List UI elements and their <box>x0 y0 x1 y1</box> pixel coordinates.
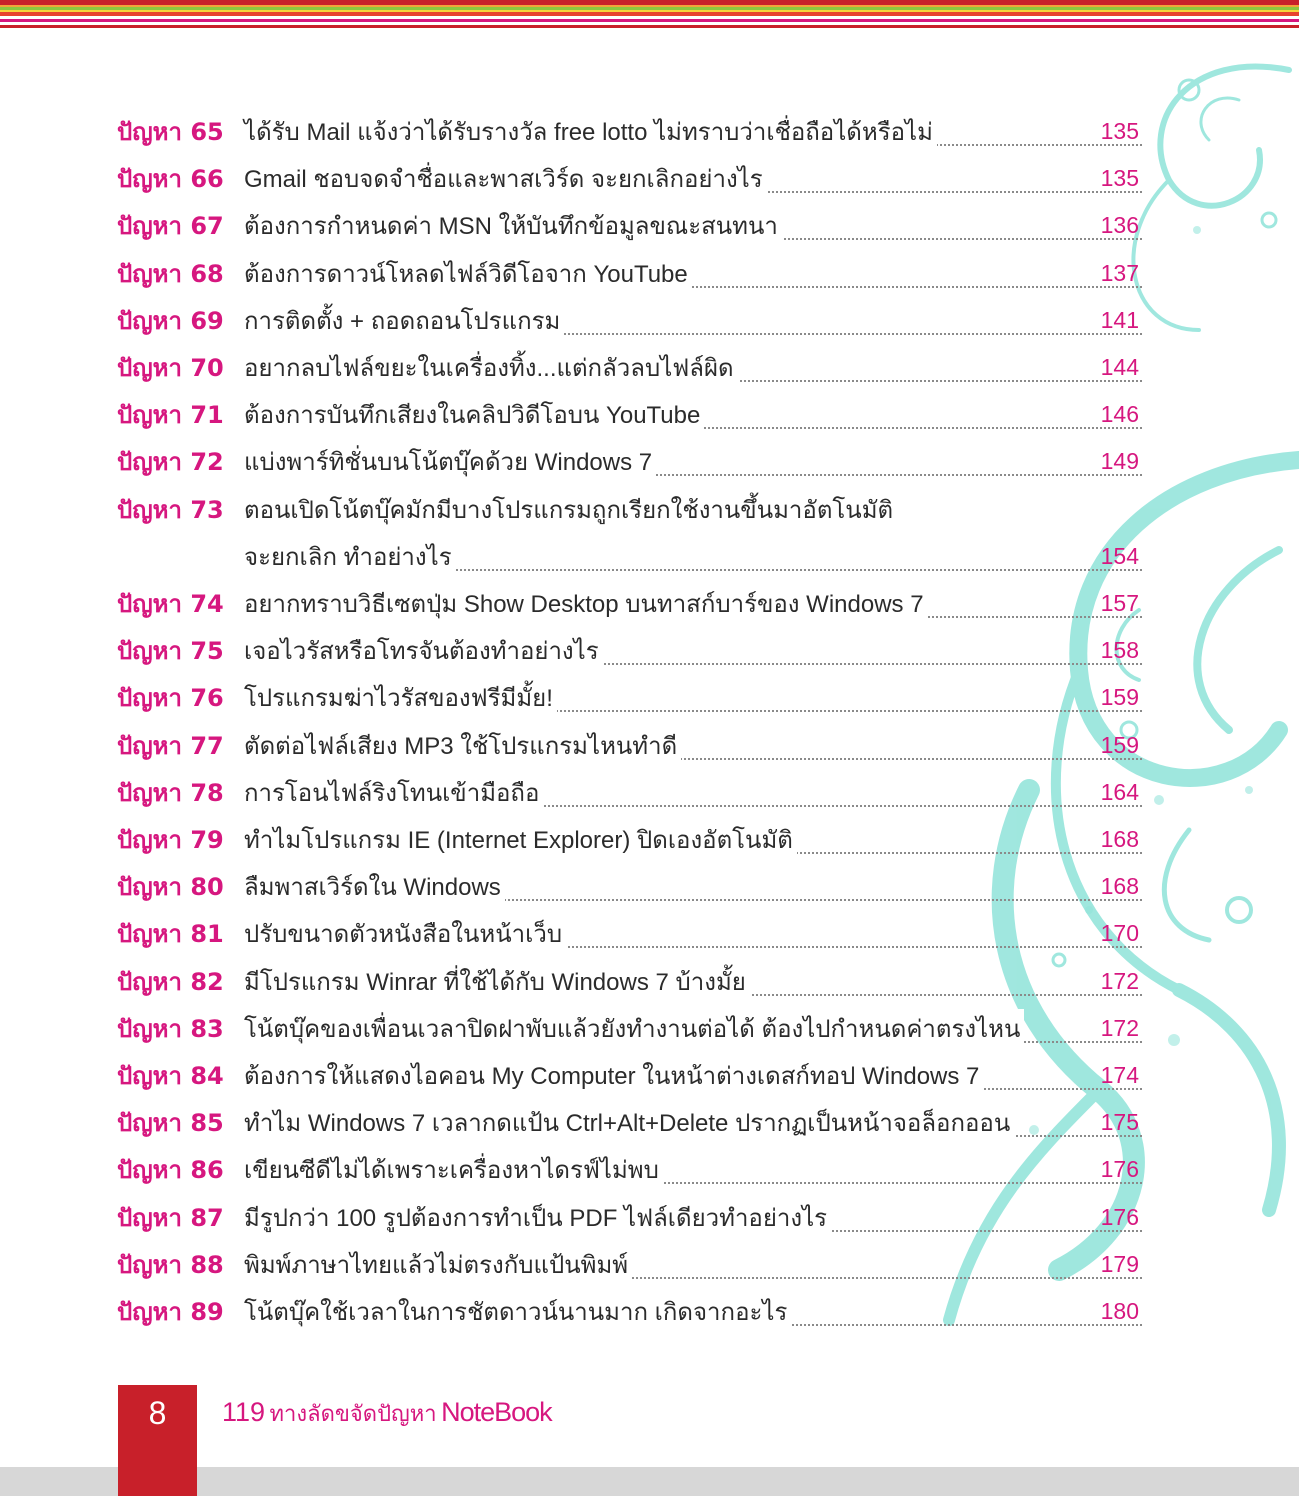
toc-item-label: ปัญหา 78 <box>117 778 224 807</box>
toc-item-page: 141 <box>1100 306 1139 333</box>
toc-item-label: ปัญหา 76 <box>117 684 224 713</box>
toc-item-page: 159 <box>1100 684 1139 711</box>
toc-item-label: ปัญหา 77 <box>117 731 224 760</box>
page-number: 8 <box>148 1395 167 1431</box>
toc-item-title: โปรแกรมฆ่าไวรัสของฟรีมีมั้ย! <box>244 678 557 717</box>
toc-item-title: มีรูปกว่า 100 รูปต้องการทำเป็น PDF ไฟล์เดียวทำอย่างไร <box>244 1198 831 1237</box>
toc-item-page: 168 <box>1100 873 1139 900</box>
toc-item-title: ปรับขนาดตัวหนังสือในหน้าเว็บ <box>244 914 566 953</box>
toc-item-title: การติดตั้ง + ถอดถอนโปรแกรม <box>244 301 564 340</box>
toc-item <box>0 157 1299 197</box>
toc-item <box>0 1101 1299 1141</box>
toc-item-label: ปัญหา 72 <box>117 448 224 477</box>
toc-item-label: ปัญหา 85 <box>117 1109 224 1138</box>
toc-item-title: ทำไม Windows 7 เวลากดแป้น Ctrl+Alt+Delete ปรากฏเป็นหน้าจอล็อกออน <box>244 1103 1014 1142</box>
book-title-brand: NoteBook <box>441 1397 552 1427</box>
toc-item <box>0 1290 1299 1330</box>
toc-item-title: อยากทราบวิธีเซตปุ่ม Show Desktop บนทาสก์บาร์ของ Windows 7 <box>244 584 928 623</box>
toc-item-page: 136 <box>1100 212 1139 239</box>
toc-item-label: ปัญหา 73 <box>117 495 224 524</box>
toc-item-page: 144 <box>1100 354 1139 380</box>
toc-item <box>0 110 1299 150</box>
toc-item-title: ต้องการกำหนดค่า MSN ให้บันทึกข้อมูลขณะสนทนา <box>244 206 782 245</box>
toc-item-page: 180 <box>1100 1298 1139 1324</box>
toc-item-label: ปัญหา 71 <box>117 401 224 430</box>
toc-item-title: เขียนซีดีไม่ได้เพราะเครื่องหาไดรฟ์ไม่พบ <box>244 1150 663 1189</box>
toc-item <box>0 1007 1299 1047</box>
toc-item <box>0 818 1299 858</box>
toc-item-title: ได้รับ Mail แจ้งว่าได้รับรางวัล free lotto ไม่ทราบว่าเชื่อถือได้หรือไม่ <box>244 112 937 151</box>
toc-item-label: ปัญหา 70 <box>117 354 224 382</box>
toc-item-label: ปัญหา 87 <box>117 1203 224 1232</box>
toc-item <box>0 582 1299 622</box>
toc-item-title: ต้องการบันทึกเสียงในคลิปวิดีโอบน YouTube <box>244 395 704 434</box>
toc-item-title: ลืมพาสเวิร์ดใน Windows <box>244 867 505 906</box>
toc-item-page: 137 <box>1100 259 1139 286</box>
toc-item-page: 176 <box>1100 1156 1139 1183</box>
toc-item-label: ปัญหา 80 <box>117 873 224 902</box>
toc-item <box>0 1196 1299 1236</box>
toc-item-label: ปัญหา 86 <box>117 1156 224 1185</box>
toc-item-title: โน้ตบุ๊คของเพื่อนเวลาปิดฝาพับแล้วยังทำงานต่อได้ ต้องไปกำหนดค่าตรงไหน <box>244 1009 1024 1048</box>
toc-item-title: ต้องการดาวน์โหลดไฟล์วิดีโอจาก YouTube <box>244 254 692 293</box>
toc-item-label: ปัญหา 81 <box>117 920 224 949</box>
toc-item <box>0 771 1299 811</box>
toc-item-label: ปัญหา 68 <box>117 259 224 288</box>
toc-item-page: 172 <box>1100 967 1139 994</box>
toc-item-title: Gmail ชอบจดจำชื่อและพาสเวิร์ด จะยกเลิกอย่างไร <box>244 159 767 198</box>
toc-item-label: ปัญหา 89 <box>117 1298 224 1326</box>
toc-item-page: 154 <box>1100 542 1139 569</box>
toc-item-label: ปัญหา 67 <box>117 212 224 241</box>
toc-item-label: ปัญหา 82 <box>117 967 224 996</box>
toc-item-label: ปัญหา 83 <box>117 1014 224 1043</box>
toc-item-page: 157 <box>1100 590 1139 616</box>
toc-item-page: 176 <box>1100 1203 1139 1230</box>
toc-item <box>0 252 1299 292</box>
toc-item-page: 135 <box>1100 118 1139 144</box>
toc-item <box>0 865 1299 905</box>
toc-item-page: 158 <box>1100 637 1139 664</box>
toc-item-page: 175 <box>1100 1109 1139 1136</box>
toc-item-page: 159 <box>1100 731 1139 758</box>
toc-item-page: 174 <box>1100 1062 1139 1088</box>
toc-item-label: ปัญหา 65 <box>117 118 224 146</box>
toc-item-title: มีโปรแกรม Winrar ที่ใช้ได้กับ Windows 7 บ้างมั้ย <box>244 962 750 1001</box>
toc-item <box>0 1148 1299 1188</box>
toc-item <box>0 960 1299 1000</box>
toc-item-label: ปัญหา 79 <box>117 826 224 854</box>
toc-item-page: 170 <box>1100 920 1139 947</box>
toc-item <box>0 440 1299 480</box>
toc-item <box>0 346 1299 386</box>
toc-item <box>0 393 1299 433</box>
toc-item-title: ต้องการให้แสดงไอคอน My Computer ในหน้าต่างเดสก์ทอป Windows 7 <box>244 1056 983 1095</box>
toc-item-title-continued: จะยกเลิก ทำอย่างไร <box>244 537 456 576</box>
toc-item-label: ปัญหา 88 <box>117 1250 224 1279</box>
toc-item <box>0 912 1299 952</box>
toc-item-title: ตัดต่อไฟล์เสียง MP3 ใช้โปรแกรมไหนทำดี <box>244 726 681 765</box>
top-stripes <box>0 0 1299 36</box>
toc-item <box>0 1243 1299 1283</box>
toc-item-page: 146 <box>1100 401 1139 428</box>
toc-item-label: ปัญหา 84 <box>117 1062 224 1090</box>
toc-item-title: อยากลบไฟล์ขยะในเครื่องทิ้ง...แต่กลัวลบไฟล์ผิด <box>244 348 738 387</box>
book-title-thai: ทางลัดขจัดปัญหา <box>269 1401 437 1426</box>
toc-item-page: 168 <box>1100 826 1139 852</box>
toc-item-label: ปัญหา 66 <box>117 165 224 194</box>
toc-item-label: ปัญหา 69 <box>117 306 224 335</box>
toc-item-page: 164 <box>1100 778 1139 805</box>
toc-item-title: ตอนเปิดโน้ตบุ๊คมักมีบางโปรแกรมถูกเรียกใช้งานขึ้นมาอัตโนมัติ <box>244 490 897 529</box>
toc-item-page: 172 <box>1100 1014 1139 1041</box>
book-title-number: 119 <box>222 1397 266 1427</box>
toc-item-title: การโอนไฟล์ริงโทนเข้ามือถือ <box>244 773 543 812</box>
toc-item <box>0 629 1299 669</box>
toc-item <box>0 724 1299 764</box>
toc-item-page: 149 <box>1100 448 1139 475</box>
toc-item <box>0 488 1299 571</box>
toc-item-title: เจอไวรัสหรือโทรจันต้องทำอย่างไร <box>244 631 603 670</box>
toc-item <box>0 1054 1299 1094</box>
toc-item-label: ปัญหา 74 <box>117 590 224 618</box>
toc-item-page: 135 <box>1100 165 1139 192</box>
toc-item <box>0 676 1299 716</box>
toc-item-title: แบ่งพาร์ทิชั่นบนโน้ตบุ๊คด้วย Windows 7 <box>244 442 656 481</box>
toc-item-title: ทำไมโปรแกรม IE (Internet Explorer) ปิดเองอัตโนมัติ <box>244 820 797 859</box>
book-title <box>222 1396 552 1431</box>
toc-item <box>0 299 1299 339</box>
toc-item-page: 179 <box>1100 1250 1139 1277</box>
toc-item-title: พิมพ์ภาษาไทยแล้วไม่ตรงกับแป้นพิมพ์ <box>244 1245 632 1284</box>
toc-item-label: ปัญหา 75 <box>117 637 224 666</box>
toc-item <box>0 204 1299 244</box>
toc-item-title: โน้ตบุ๊คใช้เวลาในการชัตดาวน์นานมาก เกิดจากอะไร <box>244 1292 791 1331</box>
